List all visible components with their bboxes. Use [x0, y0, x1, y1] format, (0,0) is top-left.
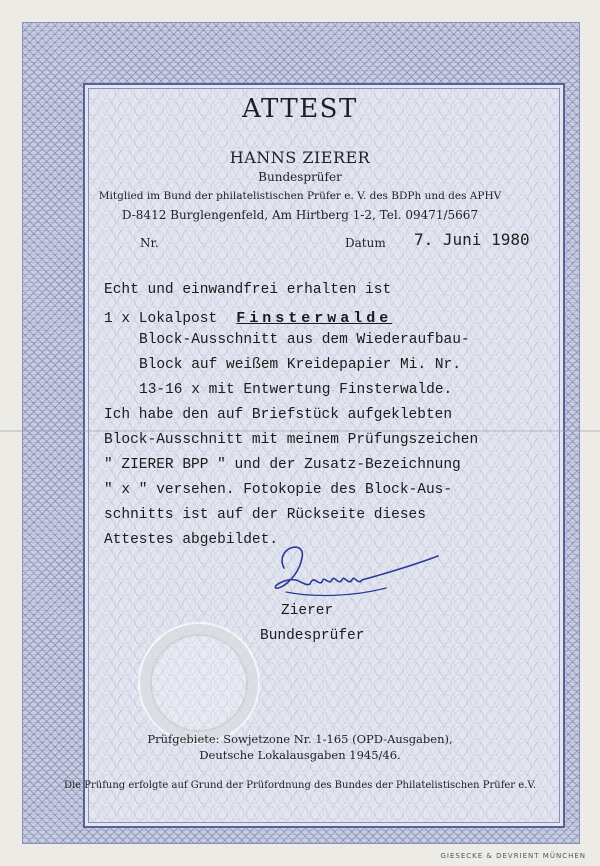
- address-line: D-8412 Burglengenfeld, Am Hirtberg 1-2, Tel. 09471/5667: [121, 208, 479, 222]
- signer-role: Bundesprüfer: [260, 628, 365, 644]
- body-line-7: Block-Ausschnitt mit meinem Prüfungszeichen: [104, 432, 479, 448]
- body-line-3: Block-Ausschnitt aus dem Wiederaufbau-: [139, 332, 470, 348]
- body-line-2-prefix: 1 x Lokalpost: [104, 311, 218, 327]
- handwritten-signature: [266, 538, 446, 608]
- body-line-5: 13-16 x mit Entwertung Finsterwalde.: [139, 382, 453, 398]
- examiner-name: HANNS ZIERER: [229, 148, 371, 167]
- nr-label: Nr.: [140, 236, 159, 250]
- signer-name: Zierer: [281, 603, 334, 619]
- body-line-9: " x " versehen. Fotokopie des Block-Aus-: [104, 482, 453, 498]
- body-line-2: [104, 307, 392, 327]
- pruefgebiete-line: Prüfgebiete: Sowjetzone Nr. 1-165 (OPD-Ausgaben),: [147, 732, 453, 746]
- examiner-title: Bundesprüfer: [258, 170, 342, 184]
- datum-label: Datum: [345, 236, 386, 250]
- printer-imprint: GIESECKE & DEVRIENT MÜNCHEN: [440, 852, 586, 860]
- locality-name: Finsterwalde: [236, 310, 393, 327]
- document-title: ATTEST: [242, 94, 358, 124]
- body-line-4: Block auf weißem Kreidepapier Mi. Nr.: [139, 357, 461, 373]
- embossed-seal: [138, 622, 260, 744]
- body-line-11: Attestes abgebildet.: [104, 532, 279, 548]
- body-line-8: " ZIERER BPP " und der Zusatz-Bezeichnung: [104, 457, 461, 473]
- datum-value: 7. Juni 1980: [414, 230, 530, 249]
- lokalausgaben-line: Deutsche Lokalausgaben 1945/46.: [199, 748, 401, 762]
- membership-line: Mitglied im Bund der philatelistischen Prüfer e. V. des BDPh und des APHV: [98, 190, 502, 202]
- body-line-1: Echt und einwandfrei erhalten ist: [104, 282, 392, 298]
- disclaimer-line: Die Prüfung erfolgte auf Grund der Prüfordnung des Bundes der Philatelistischen Prüfer e.V.: [63, 780, 537, 791]
- body-line-10: schnitts ist auf der Rückseite dieses: [104, 507, 426, 523]
- body-line-6: Ich habe den auf Briefstück aufgeklebten: [104, 407, 453, 423]
